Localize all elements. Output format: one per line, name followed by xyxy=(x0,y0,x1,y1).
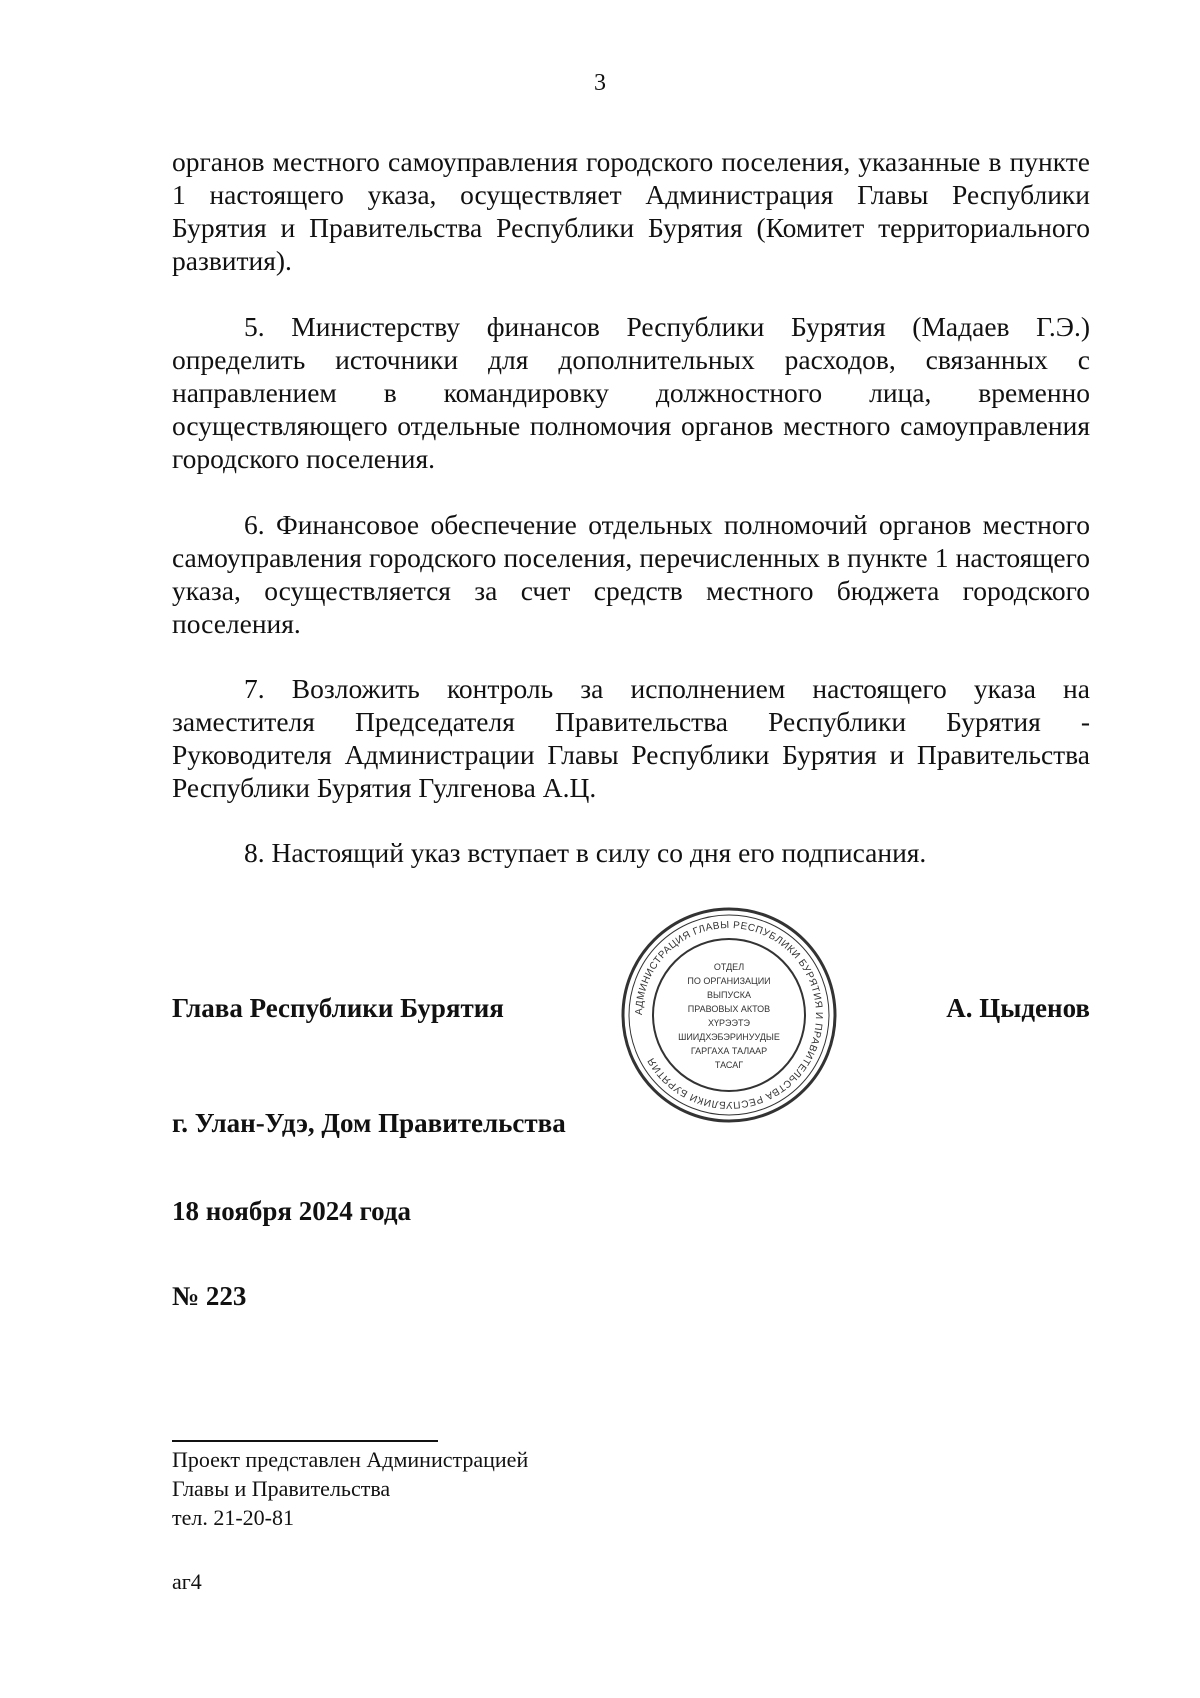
page-number: 3 xyxy=(594,70,606,96)
stamp-line-1: ОТДЕЛ xyxy=(713,962,745,972)
decree-number: № 223 xyxy=(172,1281,247,1311)
signing-place: г. Улан-Удэ, Дом Правительства xyxy=(172,1108,566,1138)
footnote-line-2: Главы и Правительства xyxy=(172,1476,391,1501)
paragraph-4-continuation: органов местного самоуправления городского поселения, указанные в пункте 1 настоящего указа, осуществляет Администрация Главы Республики Бурятия и Правительства Республики Бурятия (Комитет территориального развития). xyxy=(172,146,1090,276)
stamp-ring-textpath: АДМИНИСТРАЦИЯ ГЛАВЫ РЕСПУБЛИКИ БУРЯТИЯ И ПРАВИТЕЛЬСТВА РЕСПУБЛИКИ БУРЯТИЯ xyxy=(633,919,825,1111)
signatory-name: А. Цыденов xyxy=(946,993,1090,1023)
signing-date: 18 ноября 2024 года xyxy=(172,1196,411,1226)
stamp-ring-text xyxy=(634,920,824,1110)
stamp-line-8: ТАСАГ xyxy=(714,1060,744,1070)
stamp-line-5: ХҮРЭЭТЭ xyxy=(708,1018,750,1028)
paragraph-7: 7. Возложить контроль за исполнением настоящего указа на заместителя Председателя Правительства Республики Бурятия - Руководителя Администрации Главы Республики Бурятия и Правительства Республики Бурятия Гулгенова А.Ц. xyxy=(172,673,1090,803)
document-code: аг4 xyxy=(172,1569,202,1594)
footnote-separator xyxy=(172,1440,438,1442)
stamp-line-7: ГАРГАХА ТАЛААР xyxy=(690,1046,768,1056)
stamp-line-4: ПРАВОВЫХ АКТОВ xyxy=(687,1004,771,1014)
signatory-position: Глава Республики Бурятия xyxy=(172,993,504,1023)
paragraph-5: 5. Министерству финансов Республики Бурятия (Мадаев Г.Э.) определить источники для дополнительных расходов, связанных с направлением в командировку должностного лица, временно осуществляющего отдельные полномочия органов местного самоуправления городского поселения. xyxy=(172,311,1090,474)
paragraph-6: 6. Финансовое обеспечение отдельных полномочий органов местного самоуправления городского поселения, перечисленных в пункте 1 настоящего указа, осуществляется за счет средств местного бюджета городского поселения. xyxy=(172,509,1090,639)
stamp-line-3: ВЫПУСКА xyxy=(707,990,751,1000)
footnote-phone: тел. 21-20-81 xyxy=(172,1505,295,1530)
stamp-line-2: ПО ОРГАНИЗАЦИИ xyxy=(687,976,771,986)
paragraph-8: 8. Настоящий указ вступает в силу со дня его подписания. xyxy=(244,837,927,868)
footnote-line-1: Проект представлен Администрацией xyxy=(172,1447,529,1472)
stamp-line-6: ШИИДХЭБЭРИНУУДЫЕ xyxy=(678,1032,780,1042)
official-stamp xyxy=(618,904,840,1126)
